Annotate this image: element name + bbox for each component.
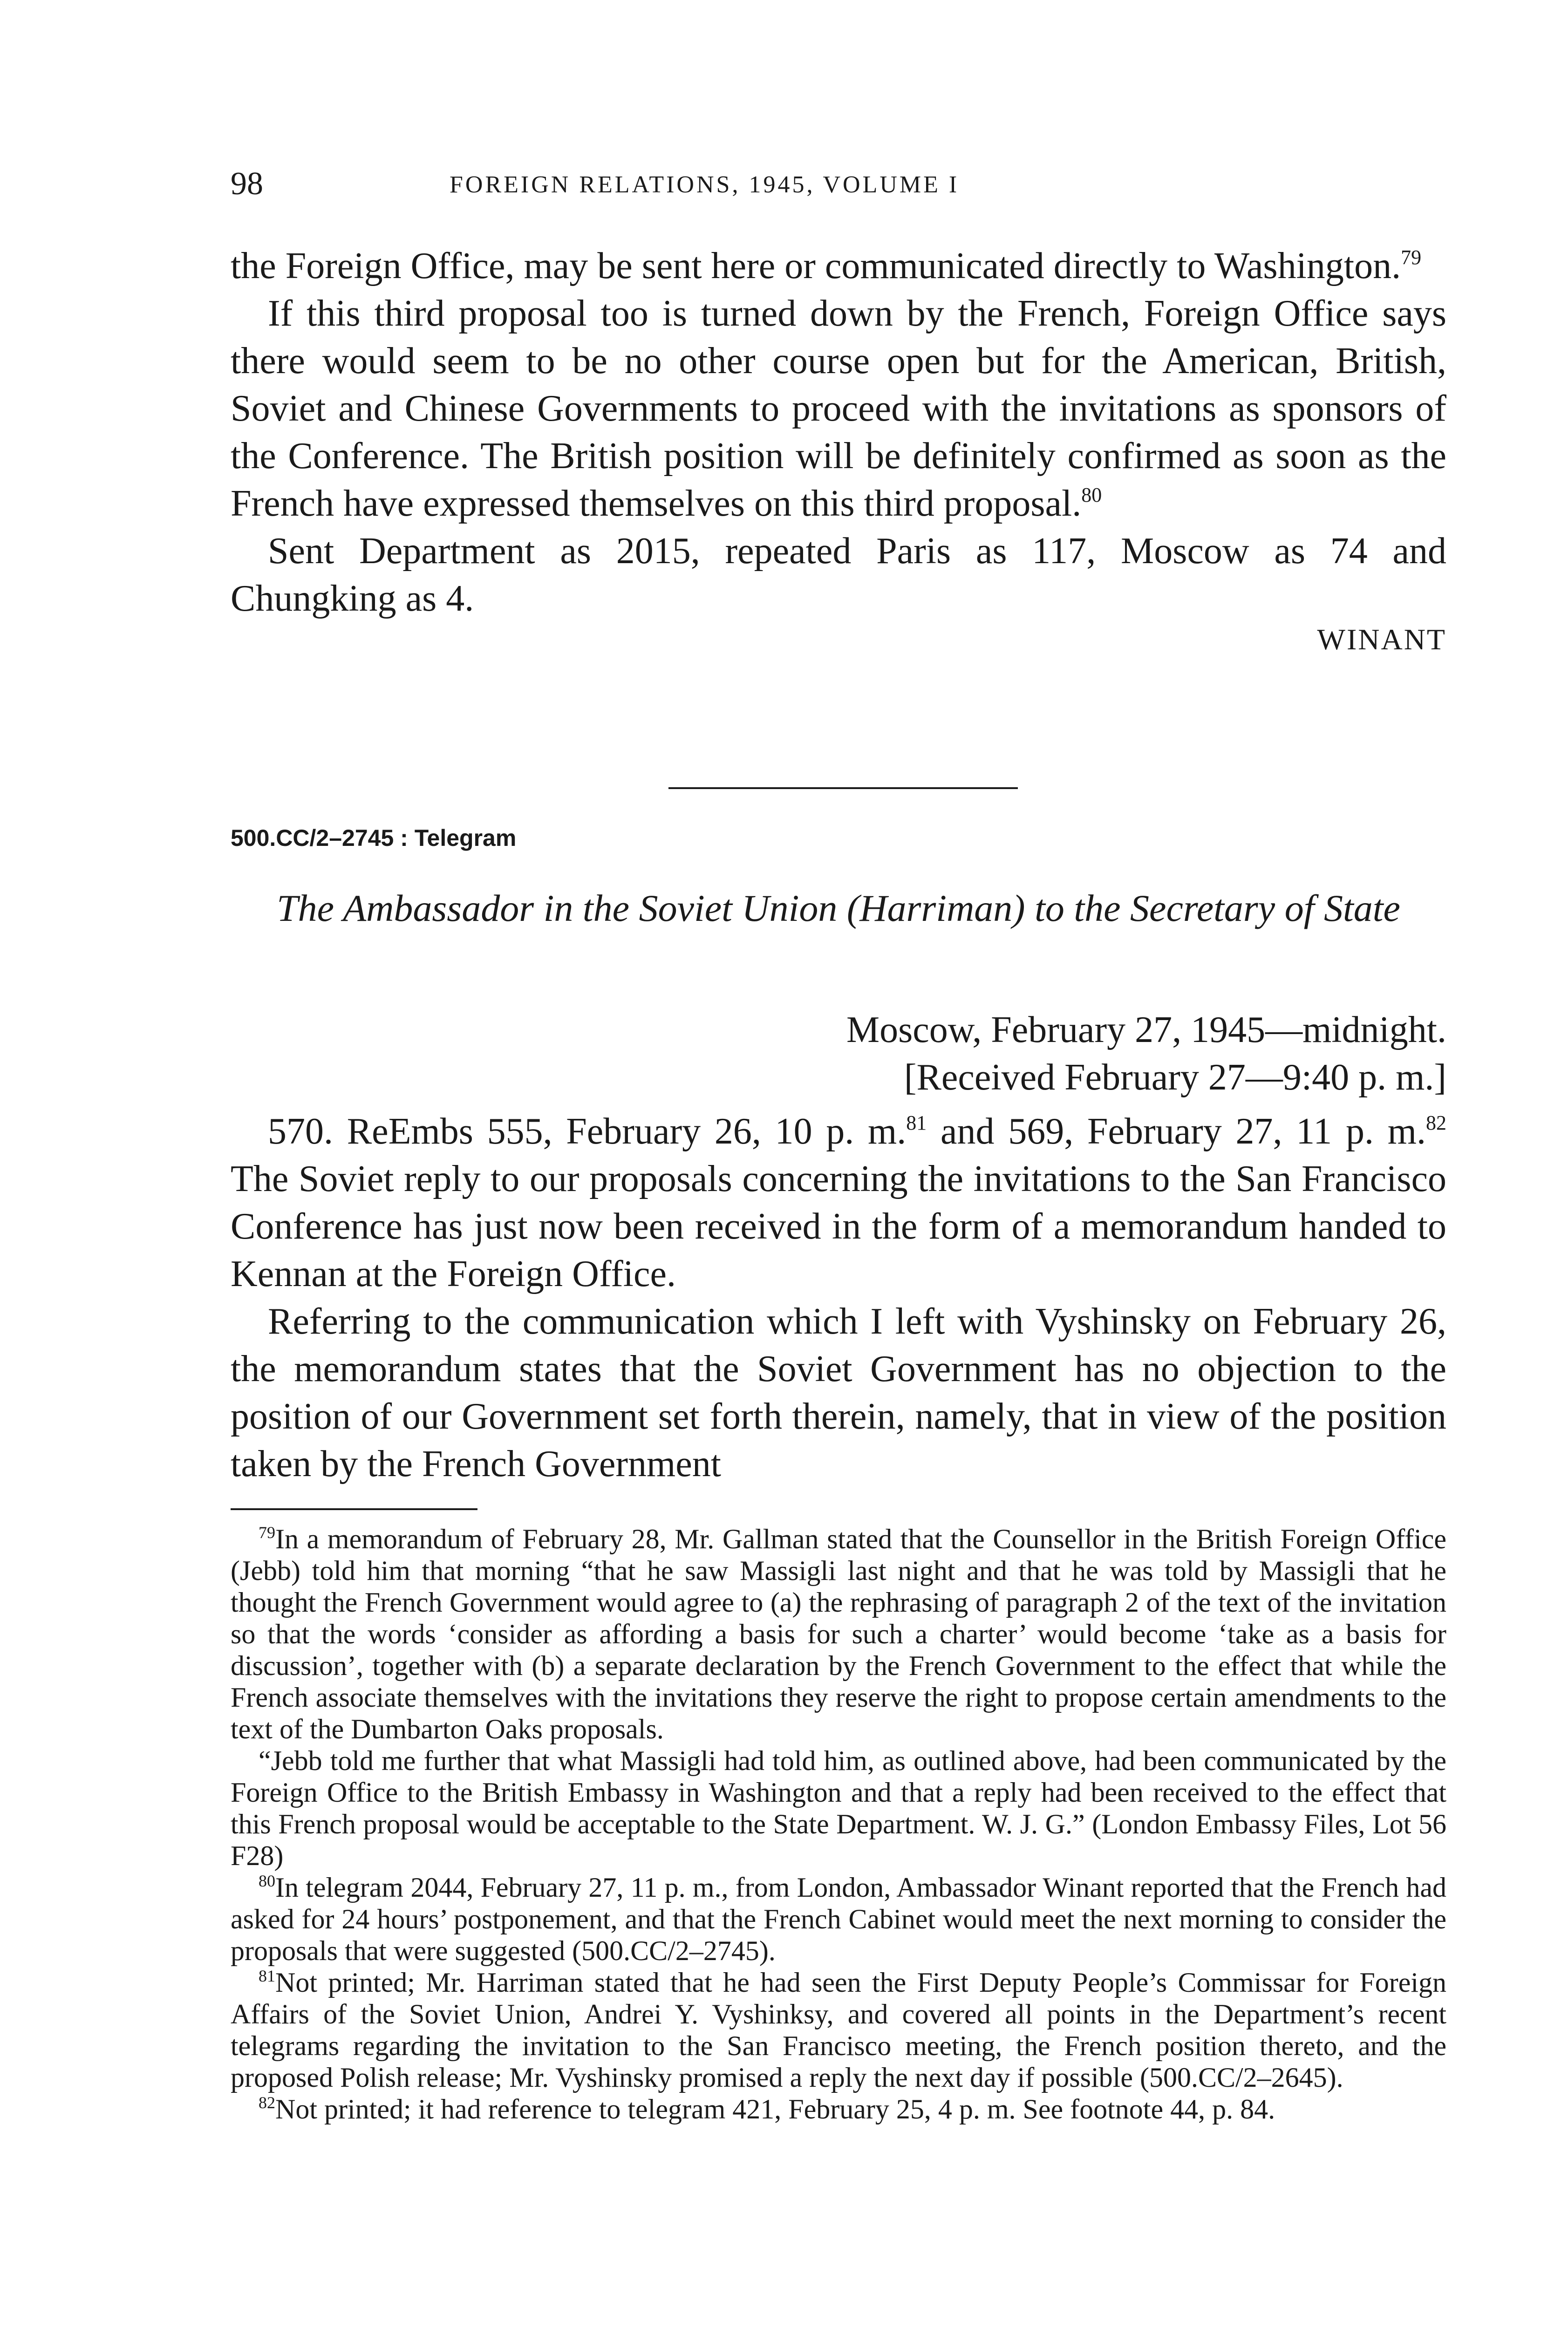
paragraph: If this third proposal too is turned down by the French, Foreign Office says there would seem to be no other course open but for the American, British, Soviet and Chinese Governments to proceed with the invitations as sponsors of the Conference. The British position will be definitely confirmed as soon as the French have expressed themselves on this third proposal.$^{80}$ [231, 293, 1446, 524]
document-title: The Ambassador in the Soviet Union (Harriman) to the Secretary of State [277, 887, 1400, 929]
page-number: 98 [231, 166, 263, 202]
dateline-sent: Moscow, February 27, 1945—midnight. [846, 1009, 1446, 1050]
section-winant-telegram [231, 242, 1446, 657]
footnote-divider [231, 1508, 477, 1510]
footnote: $^{79}$In a memorandum of February 28, Mr. Gallman stated that the Counsellor in the British Foreign Office (Jebb) told him that morning “that he saw Massigli last night and that he was told by Massigli that he thought the French Government would agree to (a) the rephrasing of paragraph 2 of the text of the invitation so that the words ‘consider as affording a basis for such a charter’ would become ‘take as a basis for discussion’, together with (b) a separate declaration by the French Government to the effect that while the French associate themselves with the invitations they reserve the right to propose certain amendments to the text of the Dumbarton Oaks proposals. [231, 1523, 1446, 1744]
dateline-received: [Received February 27—9:40 p. m.] [904, 1057, 1446, 1098]
footnote: $^{80}$In telegram 2044, February 27, 11 p. m., from London, Ambassador Winant reported that the French had asked for 24 hours’ postponement, and that the French Cabinet would meet the next morning to consider the proposals that were suggested (500.CC/2–2745). [231, 1872, 1446, 1966]
footnote-ref: 81 [906, 1111, 927, 1134]
footnote-number: 79 [259, 1523, 275, 1542]
section-divider [668, 787, 1018, 789]
paragraph: Sent Department as 2015, repeated Paris as 117, Moscow as 74 and Chungking as 4. [231, 531, 1446, 619]
footnote-ref: 82 [1426, 1111, 1446, 1134]
footnote-number: 81 [259, 1967, 275, 1985]
page-header [231, 165, 1446, 207]
file-reference: 500.CC/2–2745 : Telegram [231, 825, 517, 851]
footnotes [231, 1523, 1446, 2125]
footnote-number: 82 [259, 2093, 275, 2112]
signature: WINANT [1317, 623, 1446, 656]
footnote-number: 80 [259, 1872, 275, 1890]
footnote-continuation: “Jebb told me further that what Massigli had told him, as outlined above, had been communicated by the Foreign Office to the British Embassy in Washington and that a reply had been received to the effect that this French proposal would be acceptable to the State Department. W. J. G.” (London Embassy Files, Lot 56 F28) [231, 1745, 1446, 1871]
paragraph: 570. ReEmbs 555, February 26, 10 p. m.$^{81}$ and 569, February 27, 11 p. m.$^{82}$ The Soviet reply to our proposals concerning the invitations to the San Francisco Conference has just now been received in the form of a memorandum handed to Kennan at the Foreign Office. [231, 1111, 1446, 1294]
running-head: FOREIGN RELATIONS, 1945, VOLUME I [450, 171, 960, 198]
paragraph: the Foreign Office, may be sent here or communicated directly to Washington.$^{79}$ [231, 245, 1422, 286]
footnote: $^{81}$Not printed; Mr. Harriman stated that he had seen the First Deputy People’s Commissar for Foreign Affairs of the Soviet Union, Andrei Y. Vyshinksy, and covered all points in the Department’s recent telegrams regarding the invitation to the San Francisco meeting, the French position thereto, and the proposed Polish release; Mr. Vyshinsky promised a reply the next day if possible (500.CC/2–2645). [231, 1967, 1446, 2093]
footnote-ref: 80 [1081, 484, 1102, 506]
footnote-ref: 79 [1401, 246, 1422, 269]
dateline [231, 1006, 1446, 1101]
paragraph: Referring to the communication which I left with Vyshinsky on February 26, the memorandum states that the Soviet Government has no objection to the position of our Government set forth therein, namely, that in view of the position taken by the French Government [231, 1301, 1446, 1485]
footnote: $^{82}$Not printed; it had reference to telegram 421, February 25, 4 p. m. See footnote 44, p. 84. [259, 2093, 1275, 2125]
section-harriman-telegram [231, 1108, 1446, 1488]
